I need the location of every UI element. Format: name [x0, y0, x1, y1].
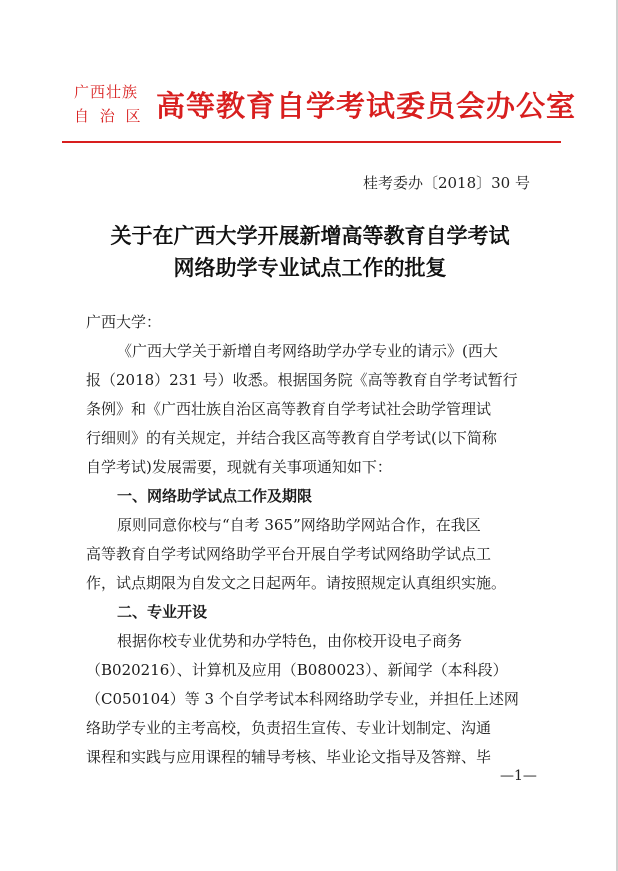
page-number: —1—: [500, 768, 537, 784]
salutation: 广西大学：: [86, 313, 162, 331]
section-heading-1: 一、网络助学试点工作及期限: [117, 487, 313, 505]
paragraph-line: 自学考试)发展需要，现就有关事项通知如下：: [86, 458, 392, 476]
paragraph-line: 根据你校专业优势和办学特色，由你校开设电子商务: [117, 632, 463, 650]
paragraph-line: （C050104）等 3 个自学考试本科网络助学专业，并担任上述网: [86, 690, 519, 708]
paragraph-line: 课程和实践与应用课程的辅导考核、毕业论文指导及答辩、毕: [86, 748, 492, 766]
region-line-1: 广西壮族: [74, 83, 139, 101]
document-title-line-2: 网络助学专业试点工作的批复: [173, 255, 447, 280]
region-line-2: 自 治 区: [74, 107, 144, 125]
paragraph-line: 络助学专业的主考高校，负责招生宣传、专业计划制定、沟通: [86, 719, 492, 737]
office-title: 高等教育自学考试委员会办公室: [156, 89, 577, 123]
paragraph-line: 行细则》的有关规定，并结合我区高等教育自学考试(以下简称: [86, 429, 497, 447]
paragraph-line: 原则同意你校与“自考 365”网络助学网站合作，在我区: [117, 516, 481, 534]
region-label: [74, 80, 144, 128]
paragraph-line: 高等教育自学考试网络助学平台开展自学考试网络助学试点工: [86, 545, 492, 563]
document-title-line-1: 关于在广西大学开展新增高等教育自学考试: [110, 223, 510, 248]
paragraph-line: 作，试点期限为自发文之日起两年。请按照规定认真组织实施。: [86, 574, 507, 592]
paragraph-line: 条例》和《广西壮族自治区高等教育自学考试社会助学管理试: [86, 400, 492, 418]
paragraph-line: 《广西大学关于新增自考网络助学办学专业的请示》(西大: [117, 342, 498, 360]
header-red-rule: [62, 141, 561, 143]
section-heading-2: 二、专业开设: [117, 603, 208, 621]
document-number: 桂考委办〔2018〕30 号: [362, 174, 530, 192]
paragraph-line: 报（2018）231 号）收悉。根据国务院《高等教育自学考试暂行: [86, 371, 518, 389]
paragraph-line: （B020216）、计算机及应用（B080023）、新闻学（本科段）: [86, 661, 508, 679]
